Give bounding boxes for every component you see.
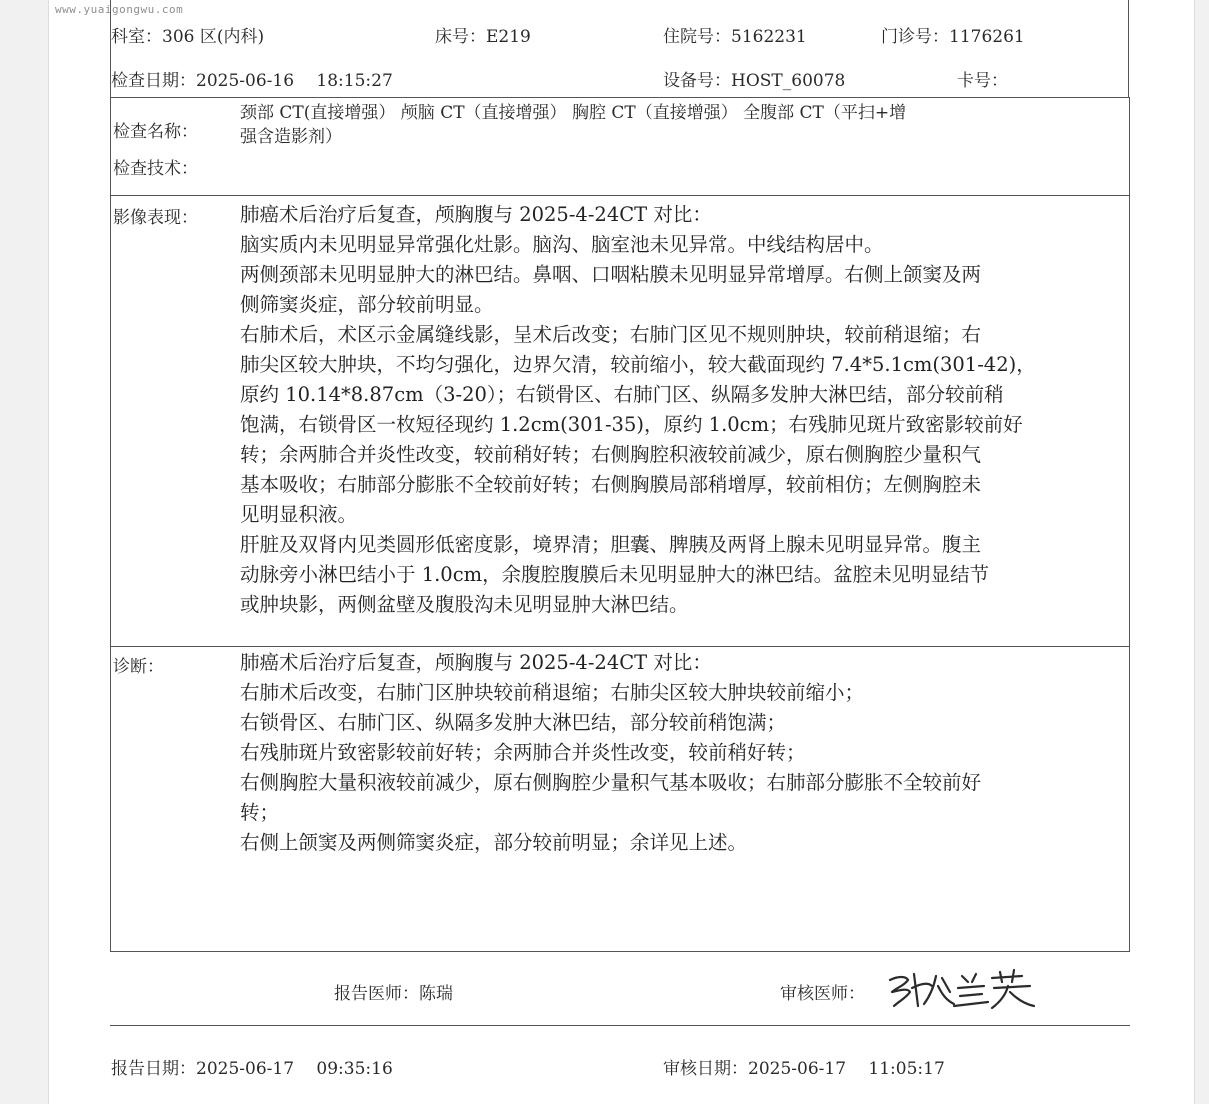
inpatient-number-field: 住院号：5162231 [663, 27, 807, 47]
diagnosis-label: 诊断： [113, 657, 164, 677]
findings-line: 两侧颈部未见明显肿大的淋巴结。鼻咽、口咽粘膜未见明显异常增厚。右侧上颌窦及两 [240, 263, 982, 286]
diagnosis-line: 右侧上颌窦及两侧筛窦炎症，部分较前明显；余详见上述。 [240, 831, 748, 854]
signature-divider [110, 1025, 1130, 1026]
findings-line: 右肺术后，术区示金属缝线影，呈术后改变；右肺门区见不规则肿块，较前稍退缩；右 [240, 323, 982, 346]
exam-name-line: 颈部 CT(直接增强） 颅脑 CT（直接增强） 胸腔 CT（直接增强） 全腹部 CT（平扫+增 [240, 103, 907, 123]
findings-line: 饱满，右锁骨区一枚短径现约 1.2cm(301-35)，原约 1.0cm；右残肺见斑片致密影较前好 [240, 413, 1023, 436]
exam-name-label: 检查名称： [113, 122, 198, 142]
findings-line: 动脉旁小淋巴结小于 1.0cm，余腹腔腹膜后未见明显肿大的淋巴结。盆腔未见明显结节 [240, 563, 990, 586]
review-date: 审核日期：2025-06-17 11:05:17 [663, 1059, 945, 1079]
findings-line: 或肿块影，两侧盆壁及腹股沟未见明显肿大淋巴结。 [240, 593, 689, 616]
report-date: 报告日期：2025-06-17 09:35:16 [111, 1059, 393, 1079]
diagnosis-line: 右肺术后改变，右肺门区肿块较前稍退缩；右肺尖区较大肿块较前缩小； [240, 681, 865, 704]
findings-line: 肝脏及双肾内见类圆形低密度影，境界清；胆囊、脾胰及两肾上腺未见明显异常。腹主 [240, 533, 982, 556]
card-number-field: 卡号： [957, 71, 1008, 91]
exam-section [110, 97, 1130, 196]
frame-left-stub [110, 0, 111, 98]
diagnosis-line: 右侧胸腔大量积液较前减少，原右侧胸腔少量积气基本吸收；右肺部分膨胀不全较前好 [240, 771, 982, 794]
frame-right-stub [1128, 0, 1129, 98]
findings-line: 转；余两肺合并炎性改变，较前稍好转；右侧胸腔积液较前减少，原右侧胸腔少量积气 [240, 443, 982, 466]
exam-name-line: 强含造影剂） [240, 127, 342, 147]
diagnosis-line: 右锁骨区、右肺门区、纵隔多发肿大淋巴结，部分较前稍饱满； [240, 711, 787, 734]
findings-line: 侧筛窦炎症，部分较前明显。 [240, 293, 494, 316]
findings-line: 原约 10.14*8.87cm（3-20）；右锁骨区、右肺门区、纵隔多发肿大淋巴结，部分较前稍 [240, 383, 1004, 406]
exam-date-field: 检查日期：2025-06-16 18:15:27 [111, 71, 393, 91]
findings-label: 影像表现： [113, 208, 198, 228]
bed-field: 床号：E219 [435, 27, 531, 47]
device-number-field: 设备号：HOST_60078 [663, 71, 846, 91]
diagnosis-section [110, 646, 1130, 952]
diagnosis-line: 右残肺斑片致密影较前好转；余两肺合并炎性改变，较前稍好转； [240, 741, 806, 764]
diagnosis-text [240, 648, 981, 858]
report-doctor: 报告医师：陈瑞 [334, 984, 453, 1004]
diagnosis-line: 转； [240, 801, 280, 824]
findings-line: 基本吸收；右肺部分膨胀不全较前好转；右侧胸膜局部稍增厚，较前相仿；左侧胸腔未 [240, 473, 982, 496]
department-field: 科室：306 区(内科) [111, 27, 265, 47]
signature-image [884, 966, 1039, 1012]
outpatient-number-field: 门诊号：1176261 [881, 27, 1025, 47]
findings-text [240, 200, 1036, 620]
review-signature-handwriting [884, 966, 1039, 1012]
exam-technique-label: 检查技术： [113, 159, 198, 179]
findings-line: 见明显积液。 [240, 503, 358, 526]
review-doctor-label: 审核医师： [780, 984, 865, 1004]
findings-line: 肺癌术后治疗后复查，颅胸腹与 2025-4-24CT 对比： [240, 203, 712, 226]
findings-section [110, 195, 1130, 647]
findings-line: 脑实质内未见明显异常强化灶影。脑沟、脑室池未见异常。中线结构居中。 [240, 233, 884, 256]
diagnosis-line: 肺癌术后治疗后复查，颅胸腹与 2025-4-24CT 对比： [240, 651, 712, 674]
watermark: www.yuaigongwu.com [55, 3, 184, 16]
findings-line: 肺尖区较大肿块，不均匀强化，边界欠清，较前缩小，较大截面现约 7.4*5.1cm(301-42)， [240, 353, 1036, 376]
exam-name-text [240, 101, 906, 149]
